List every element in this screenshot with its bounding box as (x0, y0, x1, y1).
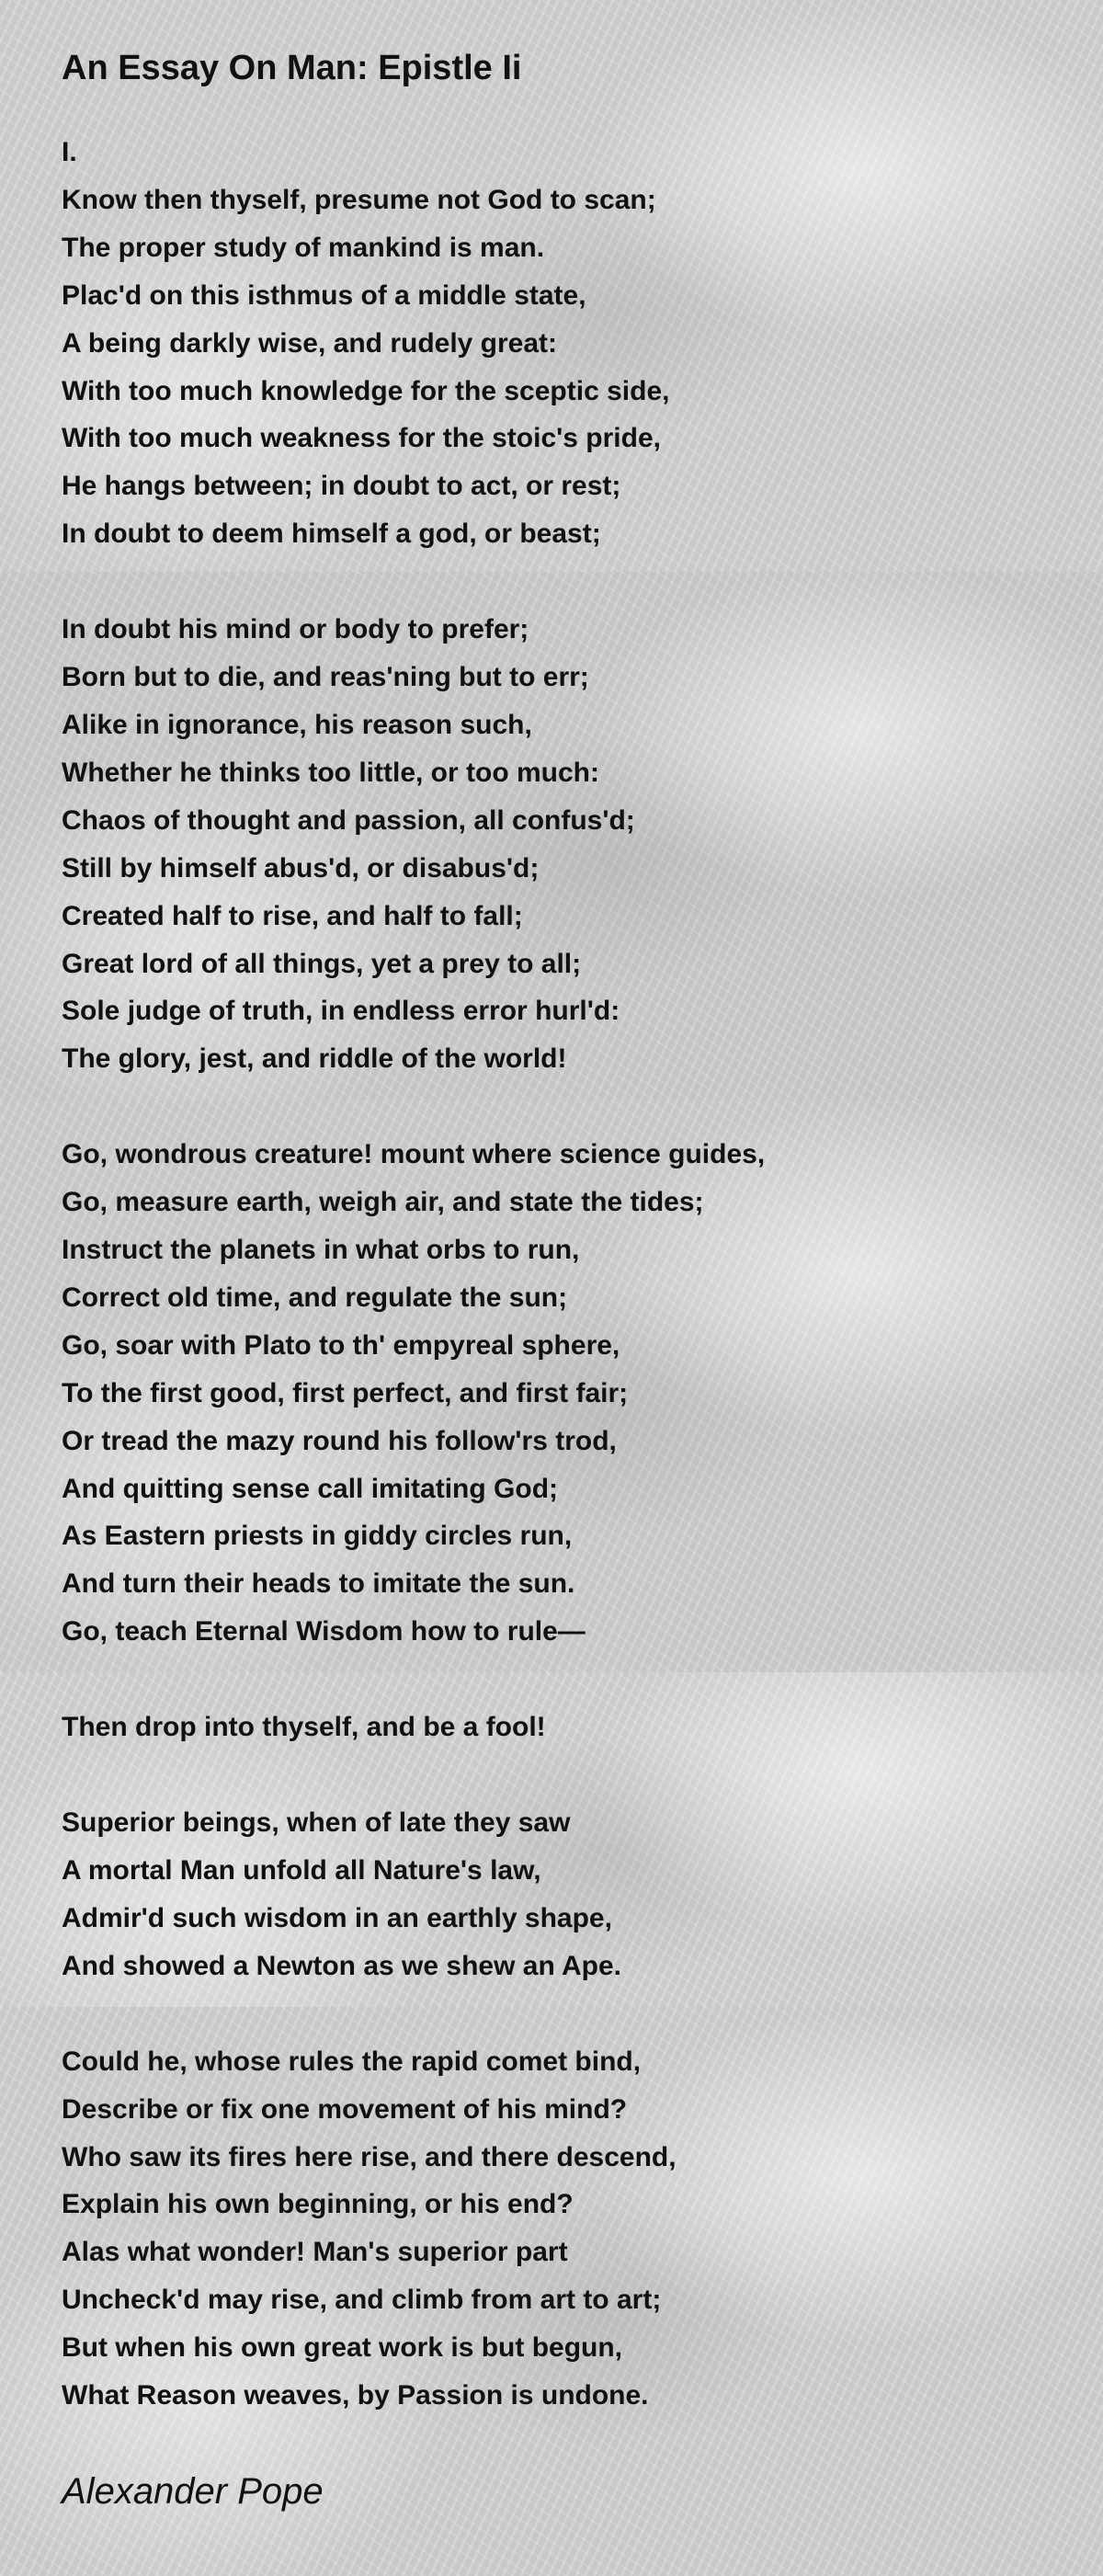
stanza (62, 1131, 1073, 1656)
poem-line: What Reason weaves, by Passion is undone. (62, 2380, 649, 2411)
poem-line: A mortal Man unfold all Nature's law, (62, 1855, 541, 1886)
poem-line: Then drop into thyself, and be a fool! (62, 1712, 546, 1743)
poem-line: Created half to rise, and half to fall; (62, 900, 523, 931)
poem-line: Chaos of thought and passion, all confus'd; (62, 804, 635, 836)
stanza (62, 606, 1073, 1083)
poem-title: An Essay On Man: Epistle Ii (62, 49, 522, 87)
poem-line: I. (62, 137, 77, 167)
poem-line: Who saw its fires here rise, and there descend, (62, 2141, 677, 2172)
poem-line: Instruct the planets in what orbs to run, (62, 1235, 580, 1266)
poem-line: Know then thyself, presume not God to scan; (62, 184, 656, 215)
poem-line: Still by himself abus'd, or disabus'd; (62, 852, 540, 883)
poem-line: But when his own great work is but begun, (62, 2332, 623, 2364)
poem-line: Correct old time, and regulate the sun; (62, 1282, 568, 1313)
stanza (62, 1799, 1073, 1990)
poem-line: As Eastern priests in giddy circles run, (62, 1521, 573, 1552)
poem-line: And turn their heads to imitate the sun. (62, 1568, 575, 1600)
poem-line: Whether he thinks too little, or too much: (62, 757, 599, 788)
poem-line: Alas what wonder! Man's superior part (62, 2237, 568, 2268)
poem-line: Superior beings, when of late they saw (62, 1807, 571, 1839)
stanza (62, 2038, 1073, 2420)
poem-line: Go, teach Eternal Wisdom how to rule— (62, 1616, 586, 1647)
poem-line: Plac'd on this isthmus of a middle state, (62, 279, 586, 311)
poem-author: Alexander Pope (62, 2470, 324, 2512)
poem-line: To the first good, first perfect, and first fair; (62, 1377, 629, 1408)
poem-line: The proper study of mankind is man. (62, 232, 545, 263)
poem-line: Alike in ignorance, his reason such, (62, 709, 532, 740)
poem-line: Sole judge of truth, in endless error hurl'd: (62, 996, 620, 1027)
poem-line: Great lord of all things, yet a prey to all; (62, 948, 582, 979)
poem-line: A being darkly wise, and rudely great: (62, 327, 558, 359)
poem-line: Born but to die, and reas'ning but to err; (62, 662, 589, 693)
poem-line: He hangs between; in doubt to act, or rest; (62, 471, 621, 502)
poem-line: Could he, whose rules the rapid comet bind, (62, 2046, 642, 2077)
poem-line: Admir'd such wisdom in an earthly shape, (62, 1902, 612, 1933)
stanza (62, 1704, 1073, 1751)
poem-line: Go, measure earth, weigh air, and state the tides; (62, 1187, 704, 1218)
poem-line: Or tread the mazy round his follow'rs trod, (62, 1425, 617, 1456)
poem-line: Describe or fix one movement of his mind? (62, 2093, 628, 2125)
stanza (62, 129, 1073, 558)
poem-line: Uncheck'd may rise, and climb from art to art; (62, 2285, 662, 2316)
poem-line: Go, wondrous creature! mount where science guides, (62, 1139, 766, 1170)
poem-line: In doubt his mind or body to prefer; (62, 614, 529, 645)
poem-line: And showed a Newton as we shew an Ape. (62, 1950, 622, 1981)
poem-line: Go, soar with Plato to th' empyreal sphere, (62, 1329, 620, 1361)
poem-line: In doubt to deem himself a god, or beast; (62, 519, 601, 550)
poem-line: Explain his own beginning, or his end? (62, 2189, 574, 2220)
poem-line: The glory, jest, and riddle of the world! (62, 1043, 567, 1075)
poem-line: And quitting sense call imitating God; (62, 1473, 559, 1504)
poem-line: With too much weakness for the stoic's pride, (62, 423, 661, 454)
poem-line: With too much knowledge for the sceptic side, (62, 375, 670, 406)
poem-container (62, 44, 1073, 2515)
